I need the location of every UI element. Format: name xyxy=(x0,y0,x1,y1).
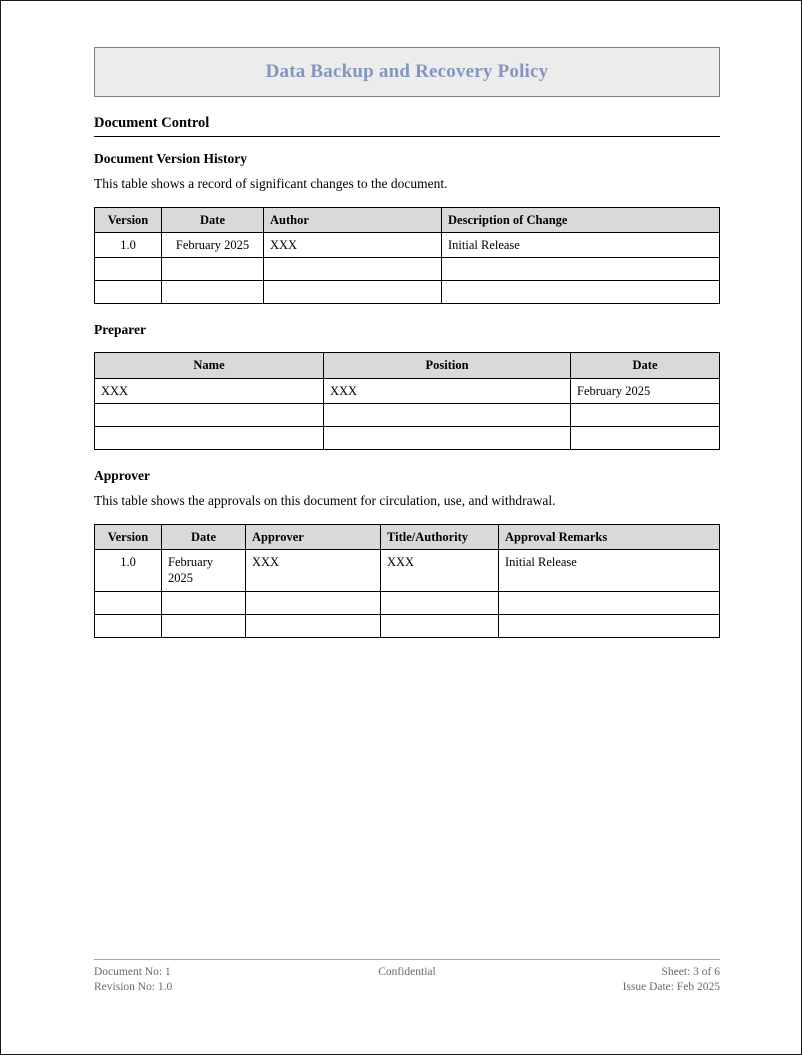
cell-position xyxy=(324,403,571,426)
column-header-date: Date xyxy=(162,524,246,549)
cell-title-authority xyxy=(381,591,499,614)
table-header-row xyxy=(95,207,720,232)
column-header-date: Date xyxy=(571,353,720,378)
approver-intro: This table shows the approvals on this document for circulation, use, and withdrawal. xyxy=(94,492,556,508)
cell-approval-remarks: Initial Release xyxy=(499,550,720,592)
table-row xyxy=(95,403,720,426)
column-header-author: Author xyxy=(264,207,442,232)
table-header-row xyxy=(95,353,720,378)
cell-name xyxy=(95,403,324,426)
cell-date xyxy=(571,403,720,426)
cell-position xyxy=(324,426,571,449)
cell-position: XXX xyxy=(324,378,571,403)
table-row xyxy=(95,550,720,592)
cell-date xyxy=(162,281,264,304)
cell-version xyxy=(95,281,162,304)
cell-approver xyxy=(246,591,381,614)
column-header-description-of-change: Description of Change xyxy=(442,207,720,232)
cell-version: 1.0 xyxy=(95,233,162,258)
cell-approver xyxy=(246,614,381,637)
approver-table xyxy=(94,524,720,638)
footer-right xyxy=(513,965,720,995)
cell-author xyxy=(264,258,442,281)
column-header-approval-remarks: Approval Remarks xyxy=(499,524,720,549)
footer-sheet-number: Sheet: 3 of 6 xyxy=(661,966,720,978)
page-footer xyxy=(94,959,720,995)
cell-version xyxy=(95,614,162,637)
heading-approver: Approver xyxy=(94,467,150,483)
table-row xyxy=(95,378,720,403)
document-title-banner xyxy=(94,47,720,97)
page-title: Data Backup and Recovery Policy xyxy=(265,61,549,82)
column-header-version: Version xyxy=(95,524,162,549)
cell-date: February 2025 xyxy=(162,233,264,258)
footer-classification: Confidential xyxy=(378,966,436,978)
footer-row xyxy=(94,965,720,995)
cell-date: February 2025 xyxy=(571,378,720,403)
column-header-approver: Approver xyxy=(246,524,381,549)
cell-date: February 2025 xyxy=(162,550,246,592)
cell-description: Initial Release xyxy=(442,233,720,258)
footer-document-no: Document No: 1 xyxy=(94,966,171,978)
page-content xyxy=(94,1,720,638)
footer-revision-no: Revision No: 1.0 xyxy=(94,980,173,993)
cell-name xyxy=(95,426,324,449)
version-history-table xyxy=(94,207,720,305)
cell-description xyxy=(442,258,720,281)
cell-date xyxy=(571,426,720,449)
cell-approver: XXX xyxy=(246,550,381,592)
cell-version: 1.0 xyxy=(95,550,162,592)
column-header-name: Name xyxy=(95,353,324,378)
cell-title-authority xyxy=(381,614,499,637)
cell-date xyxy=(162,258,264,281)
version-history-intro: This table shows a record of significant changes to the document. xyxy=(94,176,448,191)
preparer-table xyxy=(94,352,720,450)
footer-center xyxy=(301,965,514,980)
footer-issue-date: Issue Date: Feb 2025 xyxy=(622,980,720,993)
table-row xyxy=(95,614,720,637)
heading-preparer: Preparer xyxy=(94,322,146,338)
column-header-date: Date xyxy=(162,207,264,232)
cell-approval-remarks xyxy=(499,614,720,637)
column-header-title-authority: Title/Authority xyxy=(381,524,499,549)
table-row xyxy=(95,426,720,449)
column-header-version: Version xyxy=(95,207,162,232)
column-header-position: Position xyxy=(324,353,571,378)
cell-description xyxy=(442,281,720,304)
cell-version xyxy=(95,258,162,281)
cell-name: XXX xyxy=(95,378,324,403)
table-row xyxy=(95,591,720,614)
cell-author: XXX xyxy=(264,233,442,258)
table-row xyxy=(95,233,720,258)
cell-date xyxy=(162,591,246,614)
cell-version xyxy=(95,591,162,614)
cell-date xyxy=(162,614,246,637)
cell-approval-remarks xyxy=(499,591,720,614)
heading-document-version-history: Document Version History xyxy=(94,151,247,166)
cell-title-authority: XXX xyxy=(381,550,499,592)
table-row xyxy=(95,281,720,304)
section-heading-document-control: Document Control xyxy=(94,115,720,137)
footer-left xyxy=(94,965,301,995)
cell-author xyxy=(264,281,442,304)
table-row xyxy=(95,258,720,281)
table-header-row xyxy=(95,524,720,549)
